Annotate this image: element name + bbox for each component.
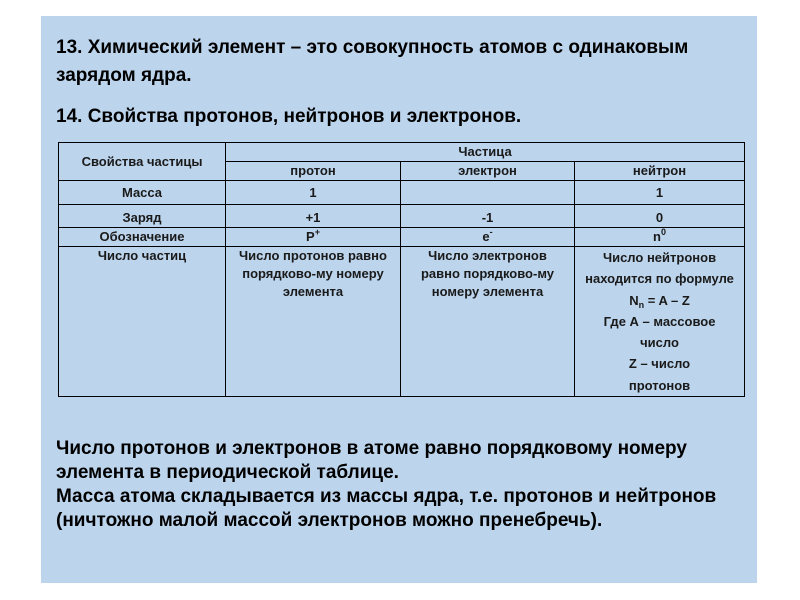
- cell-symbol-neutron: $n^0$: [575, 228, 745, 247]
- table-header-row: [59, 143, 745, 162]
- row-label-mass: Масса: [59, 181, 226, 205]
- cell-charge-proton: +1: [226, 205, 401, 228]
- table-row-count: [59, 247, 745, 397]
- cell-mass-neutron: 1: [575, 181, 745, 205]
- heading-14: 14. Свойства протонов, нейтронов и электронов.: [56, 106, 522, 127]
- table-row-symbol: [59, 228, 745, 247]
- particle-properties-table: [58, 142, 745, 397]
- footer-text: [56, 437, 746, 533]
- cell-count-neutron: [575, 247, 745, 397]
- slide: [41, 16, 757, 583]
- group-header-cell: Частица: [226, 143, 745, 162]
- cell-count-electron: Число электронов равно порядково-му номеру элемента: [401, 247, 575, 397]
- footer-line1: Число протонов и электронов в атоме равно порядковому номеру элемента в периодической таблице.: [56, 438, 687, 483]
- column-header-electron: электрон: [401, 162, 575, 181]
- cell-symbol-electron: e-: [401, 228, 575, 247]
- cell-mass-electron: [401, 181, 575, 205]
- footer-line2: Масса атома складывается из массы ядра, т.е. протонов и нейтронов (ничтожно малой массой электронов можно пренебречь).: [56, 486, 717, 531]
- neutron-formula: $N_n = A - Z$: [629, 292, 690, 310]
- cell-charge-neutron: 0: [575, 205, 745, 228]
- column-header-proton: протон: [226, 162, 401, 181]
- heading-13: 13. Химический элемент – это совокупность атомов с одинаковым зарядом ядра.: [56, 37, 689, 86]
- column-header-neutron: нейтрон: [575, 162, 745, 181]
- cell-symbol-proton: P+: [226, 228, 401, 247]
- row-label-symbol: Обозначение: [59, 228, 226, 247]
- row-label-count: Число частиц: [59, 247, 226, 397]
- cell-mass-proton: 1: [226, 181, 401, 205]
- cell-charge-electron: -1: [401, 205, 575, 228]
- cell-count-proton: Число протонов равно порядково-му номеру элемента: [226, 247, 401, 397]
- neutron-count-line3: Z – число протонов: [628, 356, 691, 393]
- row-label-charge: Заряд: [59, 205, 226, 228]
- corner-header-cell: Свойства частицы: [59, 143, 226, 181]
- table-row-charge: [59, 205, 745, 228]
- table-row-mass: [59, 181, 745, 205]
- neutron-count-line2: Где А – массовое число: [603, 313, 716, 351]
- neutron-count-line1: Число нейтронов находится по формуле: [585, 250, 734, 287]
